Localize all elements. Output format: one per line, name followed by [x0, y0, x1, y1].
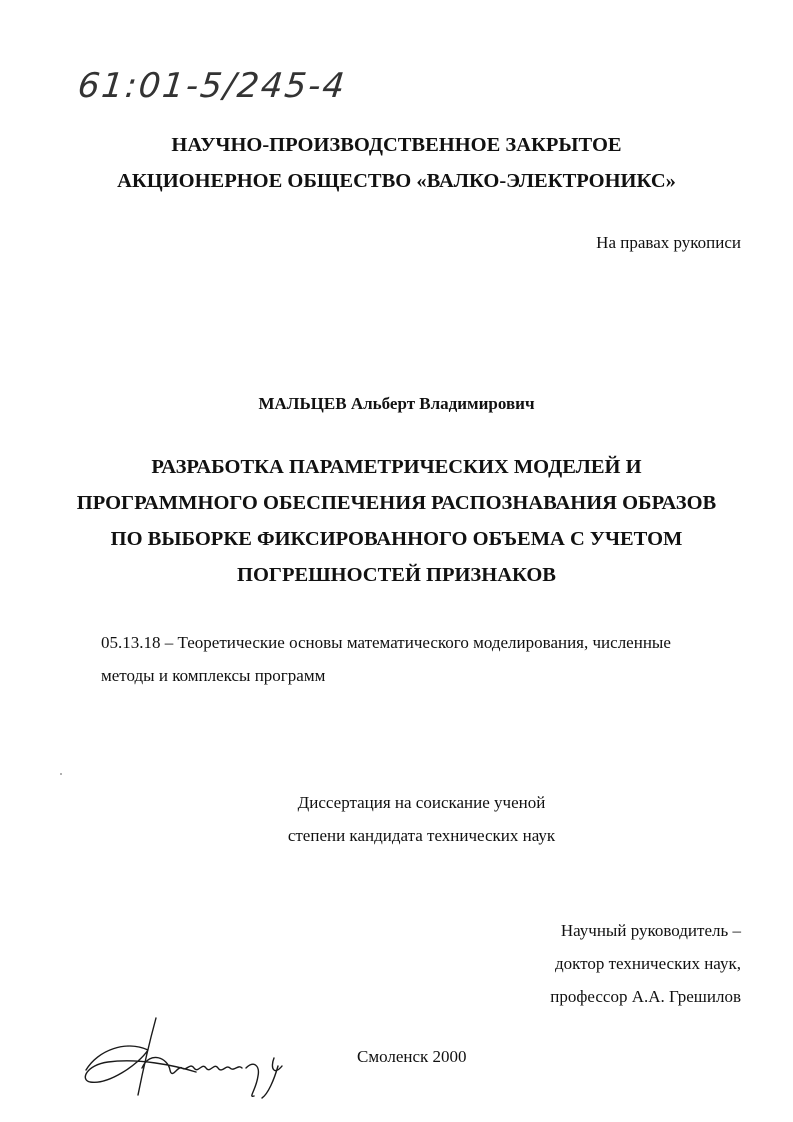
scientific-advisor	[550, 914, 741, 1013]
specialty-line-2: методы и комплексы программ	[101, 666, 326, 685]
degree-line-2: степени кандидата технических наук	[287, 826, 556, 845]
title-line-2: ПРОГРАММНОГО ОБЕСПЕЧЕНИЯ РАСПОЗНАВАНИЯ ОБРАЗОВ	[76, 492, 717, 514]
organization-name	[0, 127, 793, 199]
specialty-line-1: 05.13.18 – Теоретические основы математического моделирования, численные	[101, 633, 671, 652]
manuscript-rights-note: На правах рукописи	[596, 233, 741, 252]
advisor-line-2: доктор технических наук,	[554, 954, 741, 973]
author-name: МАЛЬЦЕВ Альберт Владимирович	[258, 394, 535, 413]
city-and-year: Смоленск 2000	[357, 1047, 467, 1066]
title-line-3: ПО ВЫБОРКЕ ФИКСИРОВАННОГО ОБЪЕМА С УЧЕТОМ	[110, 528, 683, 550]
handwritten-archive-code: 61:01-5/245-4	[75, 66, 349, 106]
title-line-4: ПОГРЕШНОСТЕЙ ПРИЗНАКОВ	[237, 564, 556, 586]
organization-line-2: АКЦИОНЕРНОЕ ОБЩЕСТВО «ВАЛКО-ЭЛЕКТРОНИКС»	[117, 170, 676, 192]
scan-speck	[60, 773, 62, 775]
specialty-code	[101, 626, 746, 692]
advisor-line-1: Научный руководитель –	[560, 921, 741, 940]
dissertation-title	[0, 449, 793, 593]
organization-line-1: НАУЧНО-ПРОИЗВОДСТВЕННОЕ ЗАКРЫТОЕ	[171, 134, 622, 156]
handwritten-signature	[78, 1010, 318, 1100]
degree-statement	[175, 786, 668, 852]
title-line-1: РАЗРАБОТКА ПАРАМЕТРИЧЕСКИХ МОДЕЛЕЙ И	[151, 456, 642, 478]
degree-line-1: Диссертация на соискание ученой	[297, 793, 546, 812]
advisor-line-3: профессор А.А. Грешилов	[550, 987, 741, 1006]
